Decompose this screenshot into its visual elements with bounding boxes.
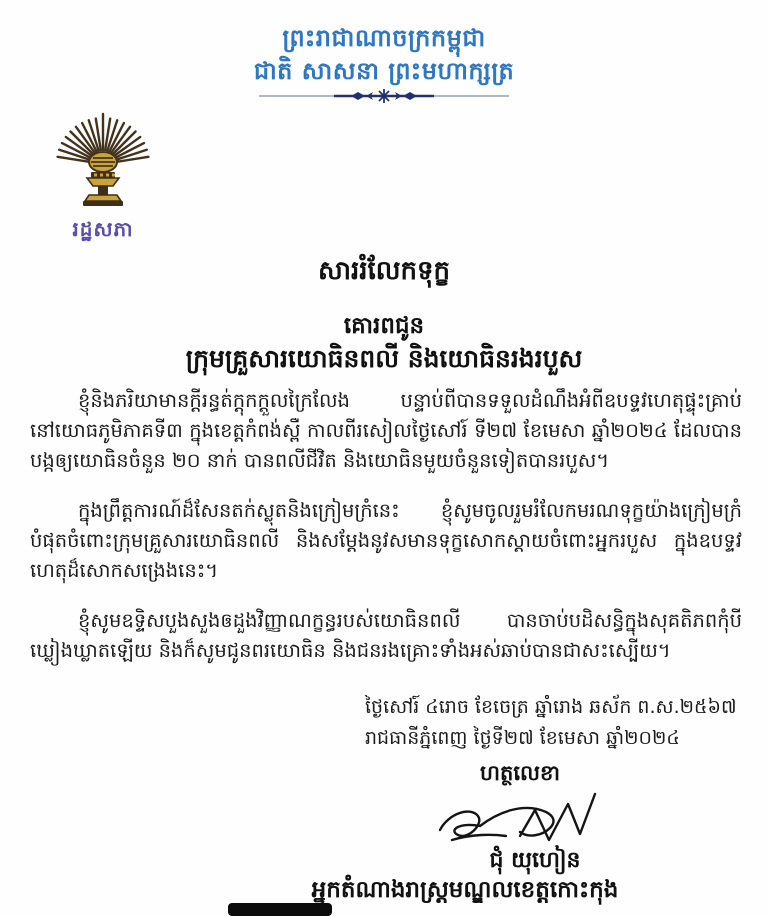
- lunar-date-line: ថ្ងៃសៅរ៍ ៤រោច ខែចេត្រ ឆ្នាំរោង ឆស័ក ព.ស.២៥៦៧: [365, 696, 737, 718]
- national-assembly-emblem-icon: [53, 106, 153, 208]
- scan-artifact-bar: [228, 903, 332, 916]
- document-title: សាររំលែកទុក្ខ: [317, 256, 451, 286]
- signature-icon: [432, 788, 637, 850]
- document-salutation: គោរពជូន: [343, 313, 425, 339]
- kingdom-motto-header: [0, 22, 768, 88]
- place-date-line: រាជធានីភ្នំពេញ ថ្ងៃទី២៧ ខែមេសា ឆ្នាំ២០២៤: [365, 727, 680, 749]
- closing-date-block: [365, 692, 760, 754]
- signature-label: ហត្ថលេខា: [480, 761, 560, 785]
- signatory-name: ជុំ យុហៀន: [489, 848, 581, 873]
- ornamental-divider: [0, 88, 768, 108]
- national-assembly-emblem: [48, 106, 158, 246]
- paragraph-2: ក្នុងព្រឹត្តការណ៍ដ៏សែនតក់ស្លុតនិងក្រៀមក្រំនេះ ខ្ញុំសូមចូលរួមរំលែកមរណទុក្ខយ៉ាងក្រៀមក្រំបំផុតចំពោះក្រុមគ្រួសារយោធិនពលី និងសម្ដែងនូវសមានទុក្ខសោកស្ដាយចំពោះអ្នករបួស ក្នុងឧបទ្ទវហេតុដ៏សោកសង្រេងនេះ។: [30, 499, 742, 582]
- motto-line-kingdom: ព្រះរាជាណាចក្រកម្ពុជា: [282, 24, 486, 52]
- ornamental-divider-icon: [254, 88, 514, 104]
- emblem-caption: រដ្ឋសភា: [72, 217, 134, 241]
- paragraph-3: ខ្ញុំសូមឧទ្ទិសបួងសួងឲដួងវិញ្ញាណក្ខន្ធរបស់យោធិនពលី បានចាប់បដិសន្ធិក្នុងសុគតិភពកុំបីឃ្លៀងឃ្លាតឡើយ និងក៏សូមជូនពរយោធិន និងជនរងគ្រោះទាំងអស់ឆាប់បានជាសះស្បើយ។: [30, 609, 742, 662]
- signatory-title: អ្នកតំណាងរាស្ត្រមណ្ឌលខេត្តកោះកុង: [311, 877, 619, 903]
- letter-body: [30, 386, 742, 686]
- document-addressee: ក្រុមគ្រួសារយោធិនពលី និងយោធិនរងរបួស: [185, 344, 583, 373]
- handwritten-signature: [432, 788, 637, 850]
- paragraph-1: ខ្ញុំនិងភរិយាមានក្ដីរន្ធត់ក្ដុកក្ដួលក្រៃលែង បន្ទាប់ពីបានទទួលដំណឹងអំពីឧបទ្ទវហេតុផ្ទុះគ្រាប់ នៅយោធភូមិភាគទី៣ ក្នុងខេត្តកំពង់ស្ពឺ កាលពីរសៀលថ្ងៃសៅរ៍ ទី២៧ ខែមេសា ឆ្នាំ២០២៤ ដែលបានបង្កឲ្យយោធិនចំនួន ២០ នាក់ បានពលីជីវិត និងយោធិនមួយចំនួនទៀតបានរបួស។: [30, 389, 742, 472]
- motto-line-nation-religion-king: ជាតិ សាសនា ព្រះមហាក្សត្រ: [253, 57, 515, 85]
